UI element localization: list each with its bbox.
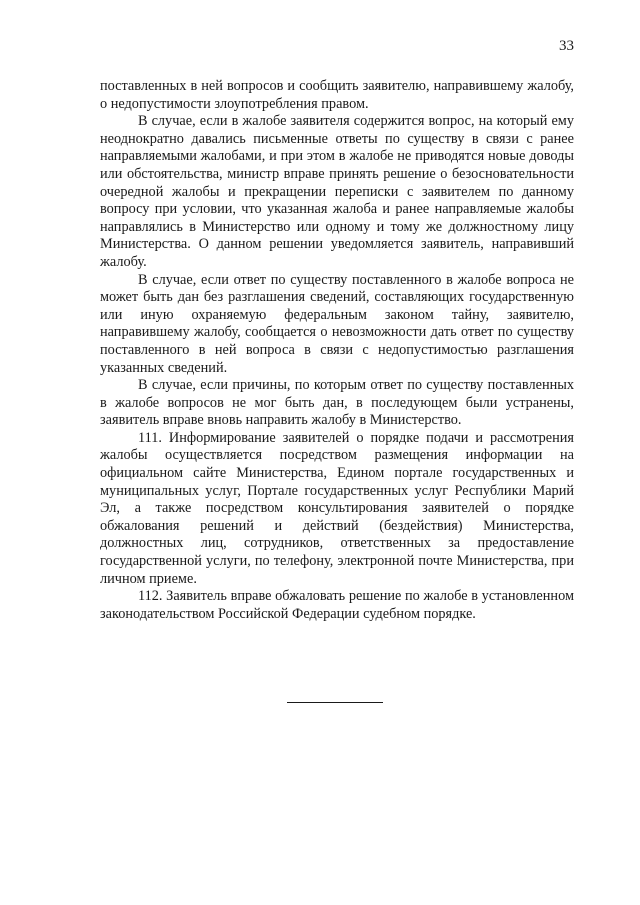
paragraph-reasons-eliminated: В случае, если причины, по которым ответ по существу поставленных в жалобе вопросов не мог быть дан, в последующем были устранены, заявитель вправе вновь направить жалобу в Министерство. bbox=[100, 377, 574, 429]
paragraph-111-informing: 111. Информирование заявителей о порядке подачи и рассмотрения жалобы осуществляется посредством размещения информации на официальном сайте Министерства, Едином портале государственных и муниципальных услуг, Портале государственных услуг Республики Марий Эл, а также посредством консультирования заявителей о порядке обжалования решений и действий (бездействия) Министерства, должностных лиц, сотрудников, ответственных за предоставление государственной услуги, по телефону, электронной почте Министерства, при личном приеме. bbox=[100, 429, 574, 587]
page-number: 33 bbox=[559, 38, 574, 54]
paragraph-secret-information: В случае, если ответ по существу поставленного в жалобе вопроса не может быть дан без разглашения сведений, составляющих государственную или иную охраняемую федеральным законом тайну, заявителю, направившему жалобу, сообщается о невозможности дать ответ по существу поставленного в ней вопроса в связи с недопустимостью разглашения указанных сведений. bbox=[100, 271, 574, 376]
document-body bbox=[100, 78, 574, 623]
paragraph-repeated-complaints: В случае, если в жалобе заявителя содержится вопрос, на который ему неоднократно давались письменные ответы по существу в связи с ранее направляемыми жалобами, и при этом в жалобе не приводятся новые доводы или обстоятельства, министр вправе принять решение о безосновательности очередной жалобы и прекращении переписки с заявителем по данному вопросу при условии, что указанная жалоба и ранее направляемые жалобы направлялись в Министерство или одному и тому же должностному лицу Министерства. О данном решении уведомляется заявитель, направивший жалобу. bbox=[100, 113, 574, 270]
end-of-document-rule bbox=[287, 702, 383, 703]
paragraph-112-court-appeal: 112. Заявитель вправе обжаловать решение по жалобе в установленном законодательством Российской Федерации судебном порядке. bbox=[100, 588, 574, 622]
paragraph-continuation: поставленных в ней вопросов и сообщить заявителю, направившему жалобу, о недопустимости злоупотребления правом. bbox=[100, 78, 574, 112]
